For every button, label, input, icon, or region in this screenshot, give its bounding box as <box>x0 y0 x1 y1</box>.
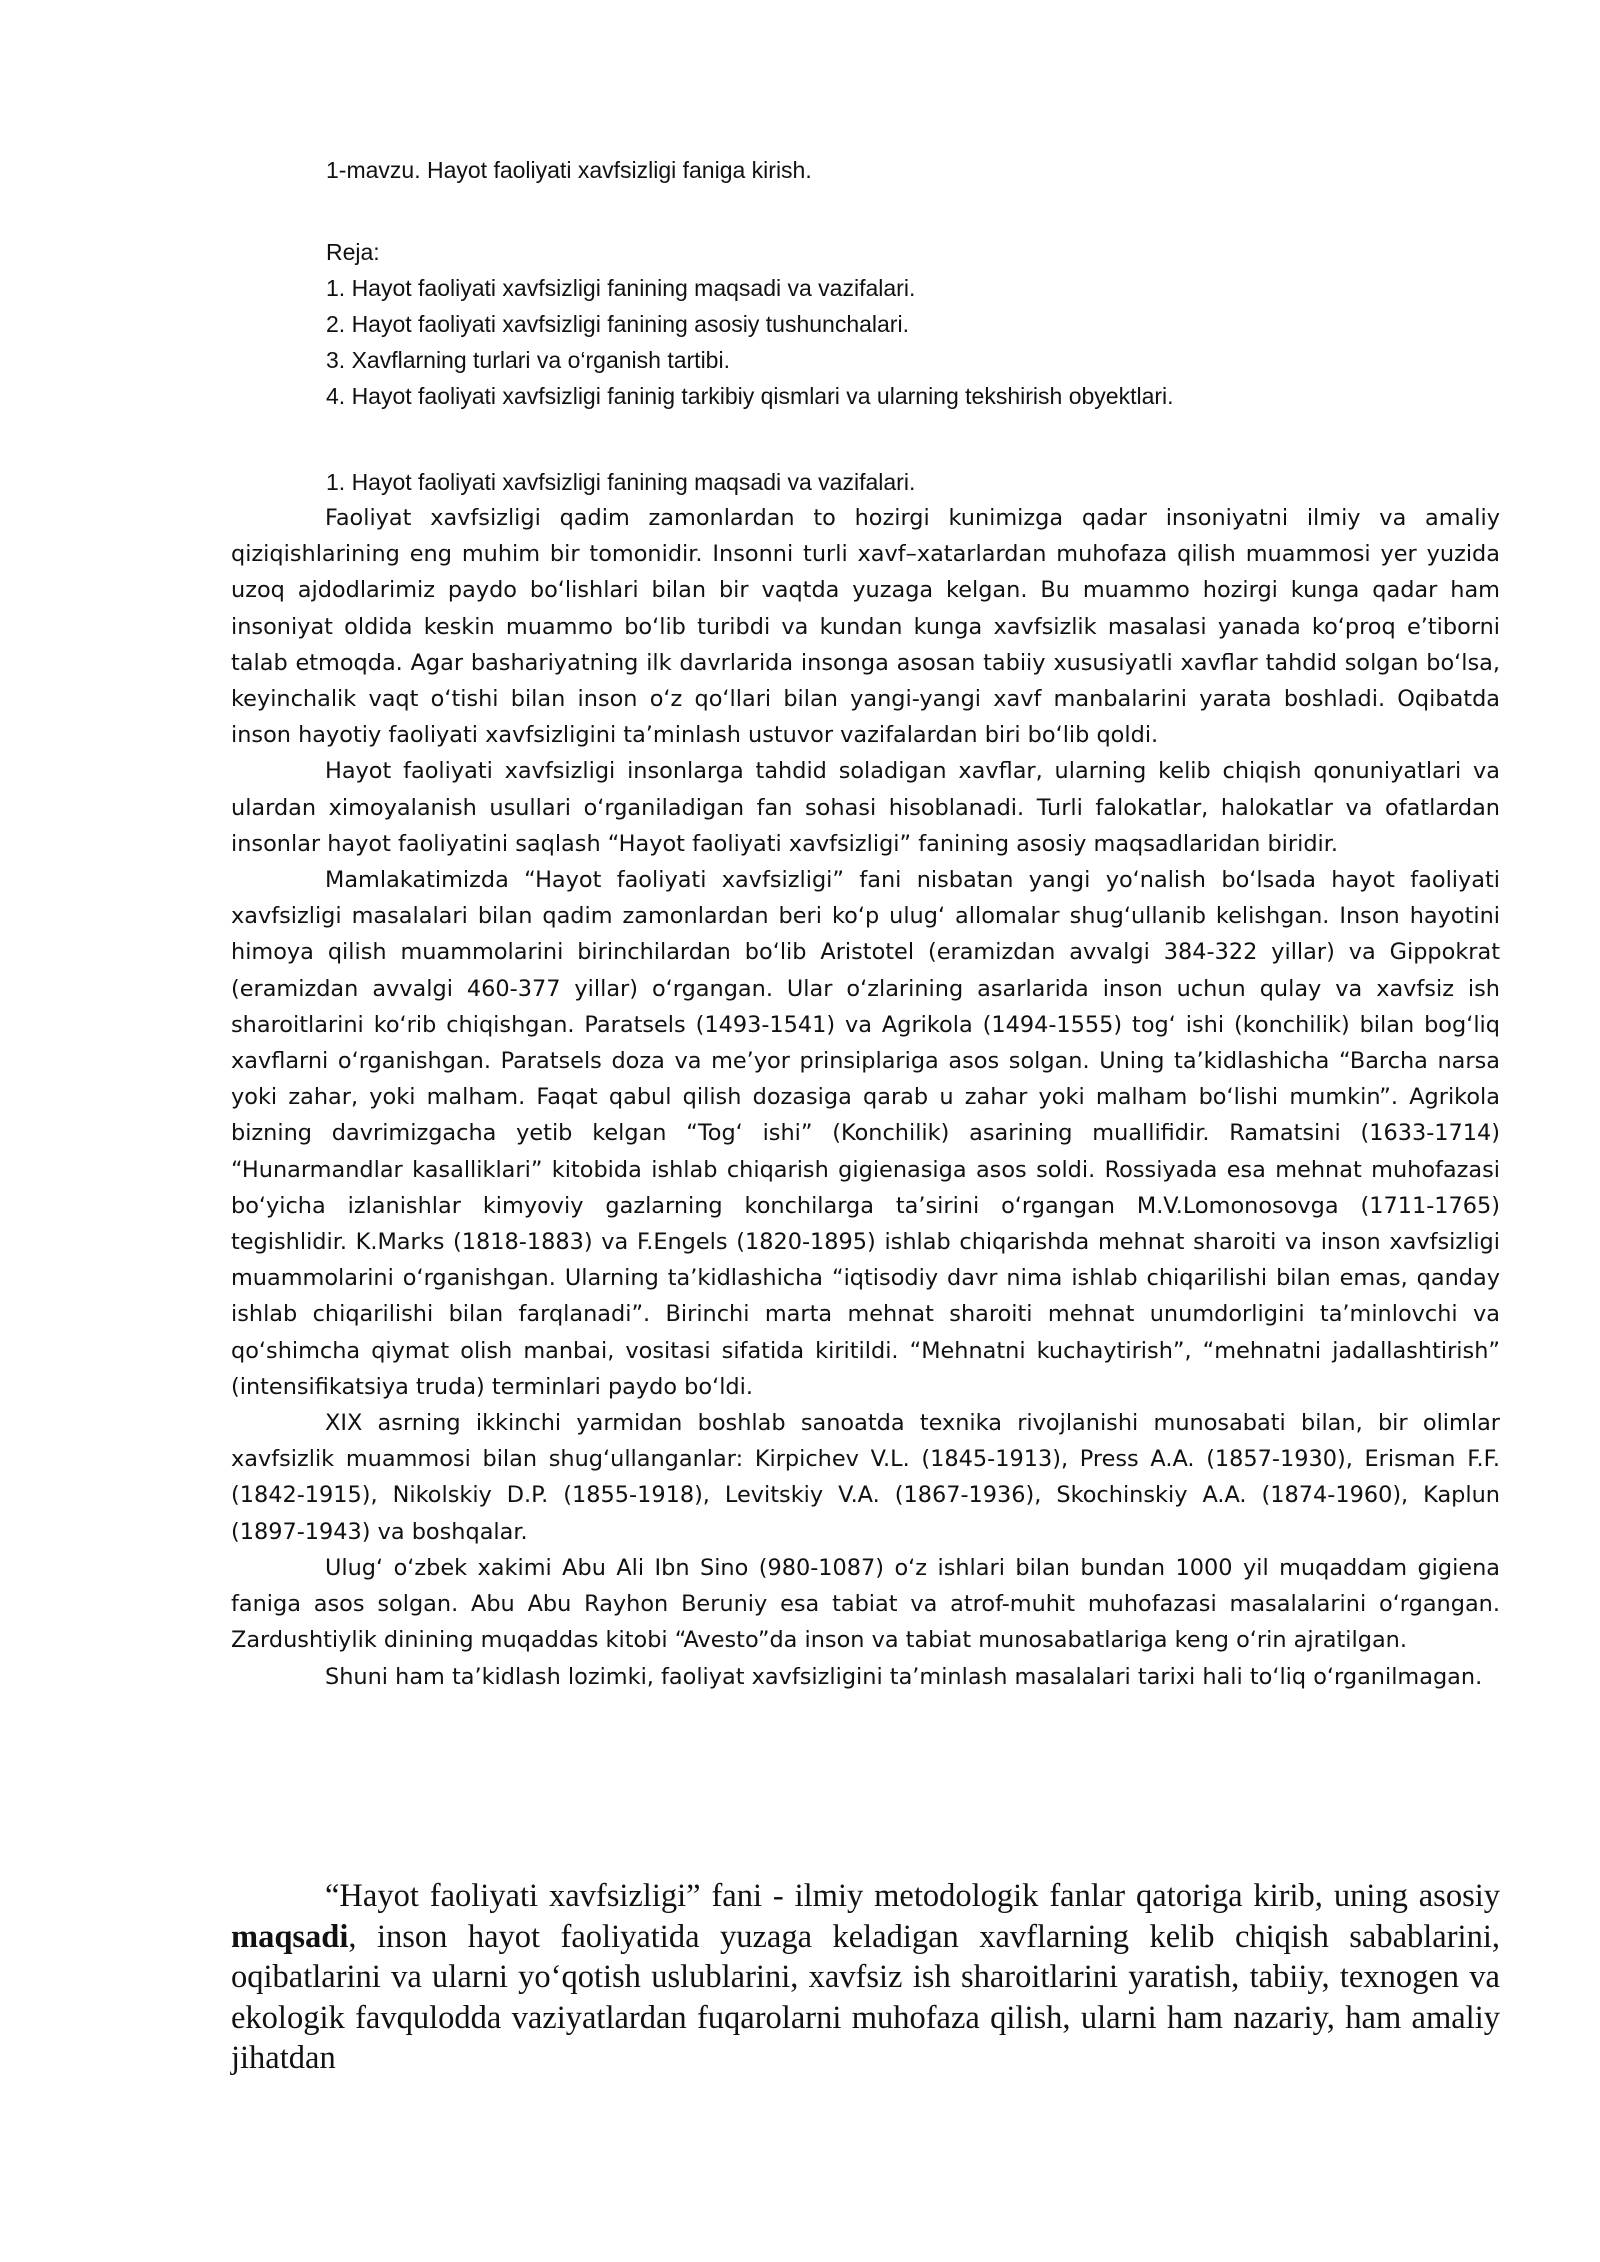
plan-item: 4. Hayot faoliyati xavfsizligi faninig tarkibiy qismlari va ularning tekshirish obyektlari. <box>326 383 1174 409</box>
paragraph: Mamlakatimizda “Hayot faoliyati xavfsizligi” fani nisbatan yangi yo‘nalish bo‘lsada hayot faoliyati xavfsizligi masalalari bilan qadim zamonlardan beri ko‘p ulug‘ allomalar shug‘ullanib kelishgan. Inson hayotini himoya qilish muammolarini birinchilardan bo‘lib Aristotel (eramizdan avvalgi 384-322 yillar) va Gippokrat (eramizdan avvalgi 460-377 yillar) o‘rgangan. Ular o‘zlarining asarlarida inson uchun qulay va xavfsiz ish sharoitlarini ko‘rib chiqishgan. Paratsels (1493-1541) va Agrikola (1494-1555) tog‘ ishi (konchilik) bilan bog‘liq xavflarni o‘rganishgan. Paratsels doza va me’yor prinsiplariga asos solgan. Uning ta’kidlashicha “Barcha narsa yoki zahar, yoki malham. Faqat qabul qilish dozasiga qarab u zahar yoki malham bo‘lishi mumkin”. Agrikola bizning davrimizgacha yetib kelgan “Tog‘ ishi” (Konchilik) asarining muallifidir. Ramatsini (1633-1714) “Hunarmandlar kasalliklari” kitobida ishlab chiqarish gigienasiga asos soldi. Rossiyada esa mehnat muhofazasi bo‘yicha izlanishlar kimyoviy gazlarning konchilarga ta’sirini o‘rgangan M.V.Lomonosovga (1711-1765) tegishlidir. K.Marks (1818-1883) va F.Engels (1820-1895) ishlab chiqarishda mehnat sharoiti va inson xavfsizligi muammolarini o‘rganishgan. Ularning ta’kidlashicha “iqtisodiy davr nima ishlab chiqarilishi bilan emas, qanday ishlab chiqarilishi bilan farqlanadi”. Birinchi marta mehnat sharoiti mehnat unumdorligini ta’minlovchi va qo‘shimcha qiymat olish manbai, vositasi sifatida kiritildi. “Mehnatni kuchaytirish”, “mehnatni jadallashtirish” (intensifikatsiya truda) terminlari paydo bo‘ldi. <box>231 867 1500 1400</box>
section-heading: 1. Hayot faoliyati xavfsizligi fanining maqsadi va vazifalari. <box>326 469 916 495</box>
paragraph: Shuni ham ta’kidlash lozimki, faoliyat xavfsizligini ta’minlash masalalari tarixi hali to‘liq o‘rganilmagan. <box>325 1663 1483 1690</box>
final-paragraph-text: “Hayot faoliyati xavfsizligi” fani - ilmiy metodologik fanlar qatoriga kirib, uning asosiy <box>325 1878 1500 1914</box>
body-text <box>231 500 1500 1695</box>
plan-item: 3. Xavflarning turlari va o‘rganish tartibi. <box>326 347 730 373</box>
paragraph: XIX asrning ikkinchi yarmidan boshlab sanoatda texnika rivojlanishi munosabati bilan, bir olimlar xavfsizlik muammosi bilan shug‘ullanganlar: Kirpichev V.L. (1845-1913), Press A.A. (1857-1930), Erisman F.F. (1842-1915), Nikolskiy D.P. (1855-1918), Levitskiy V.A. (1867-1936), Skochinskiy A.A. (1874-1960), Kaplun (1897-1943) va boshqalar. <box>231 1410 1500 1545</box>
final-paragraph-text: , inson hayot faoliyatida yuzaga keladigan xavflarning kelib chiqish sabablarini, oqibatlarini va ularni yo‘qotish uslublarini, xavfsiz ish sharoitlarini yaratish, tabiiy, texnogen va ekologik favqulodda vaziyatlardan fuqarolarni muhofaza qilish, ularni ham nazariy, ham amaliy jihatdan <box>231 1918 1500 2076</box>
plan-heading: Reja: <box>326 239 380 265</box>
topic-title: 1-mavzu. Hayot faoliyati xavfsizligi faniga kirish. <box>326 157 812 183</box>
plan-item: 1. Hayot faoliyati xavfsizligi fanining maqsadi va vazifalari. <box>326 275 916 301</box>
paragraph: Hayot faoliyati xavfsizligi insonlarga tahdid soladigan xavflar, ularning kelib chiqish qonuniyatlari va ulardan ximoyalanish usullari o‘rganiladigan fan sohasi hisoblanadi. Turli falokatlar, halokatlar va ofatlardan insonlar hayot faoliyatini saqlash “Hayot faoliyati xavfsizligi” fanining asosiy maqsadlaridan biridir. <box>231 758 1500 857</box>
paragraph: Faoliyat xavfsizligi qadim zamonlardan to hozirgi kunimizga qadar insoniyatni ilmiy va amaliy qiziqishlarining eng muhim bir tomonidir. Insonni turli xavf–xatarlardan muhofaza qilish muammosi yer yuzida uzoq ajdodlarimiz paydo bo‘lishlari bilan bir vaqtda yuzaga kelgan. Bu muammo hozirgi kunga qadar ham insoniyat oldida keskin muammo bo‘lib turibdi va kundan kunga xavfsizlik masalasi yanada ko‘proq e’tiborni talab etmoqda. Agar bashariyatning ilk davrlarida insonga asosan tabiiy xususiyatli xavflar tahdid solgan bo‘lsa, keyinchalik vaqt o‘tishi bilan inson o‘z qo‘llari bilan yangi-yangi xavf manbalarini yarata boshladi. Oqibatda inson hayotiy faoliyati xavfsizligini ta’minlash ustuvor vazifalardan biri bo‘lib qoldi. <box>231 505 1500 749</box>
final-paragraph <box>231 1876 1500 2079</box>
final-paragraph-block <box>231 1876 1500 2079</box>
paragraph: Ulug‘ o‘zbek xakimi Abu Ali Ibn Sino (980-1087) o‘z ishlari bilan bundan 1000 yil muqaddam gigiena faniga asos solgan. Abu Abu Rayhon Beruniy esa tabiat va atrof-muhit muhofazasi masalalarini o‘rgangan. Zardushtiylik dinining muqaddas kitobi “Avesto”da inson va tabiat munosabatlariga keng o‘rin ajratilgan. <box>231 1554 1500 1654</box>
plan-item: 2. Hayot faoliyati xavfsizligi fanining asosiy tushunchalari. <box>326 311 909 337</box>
final-paragraph-bold: maqsadi <box>231 1918 349 1955</box>
